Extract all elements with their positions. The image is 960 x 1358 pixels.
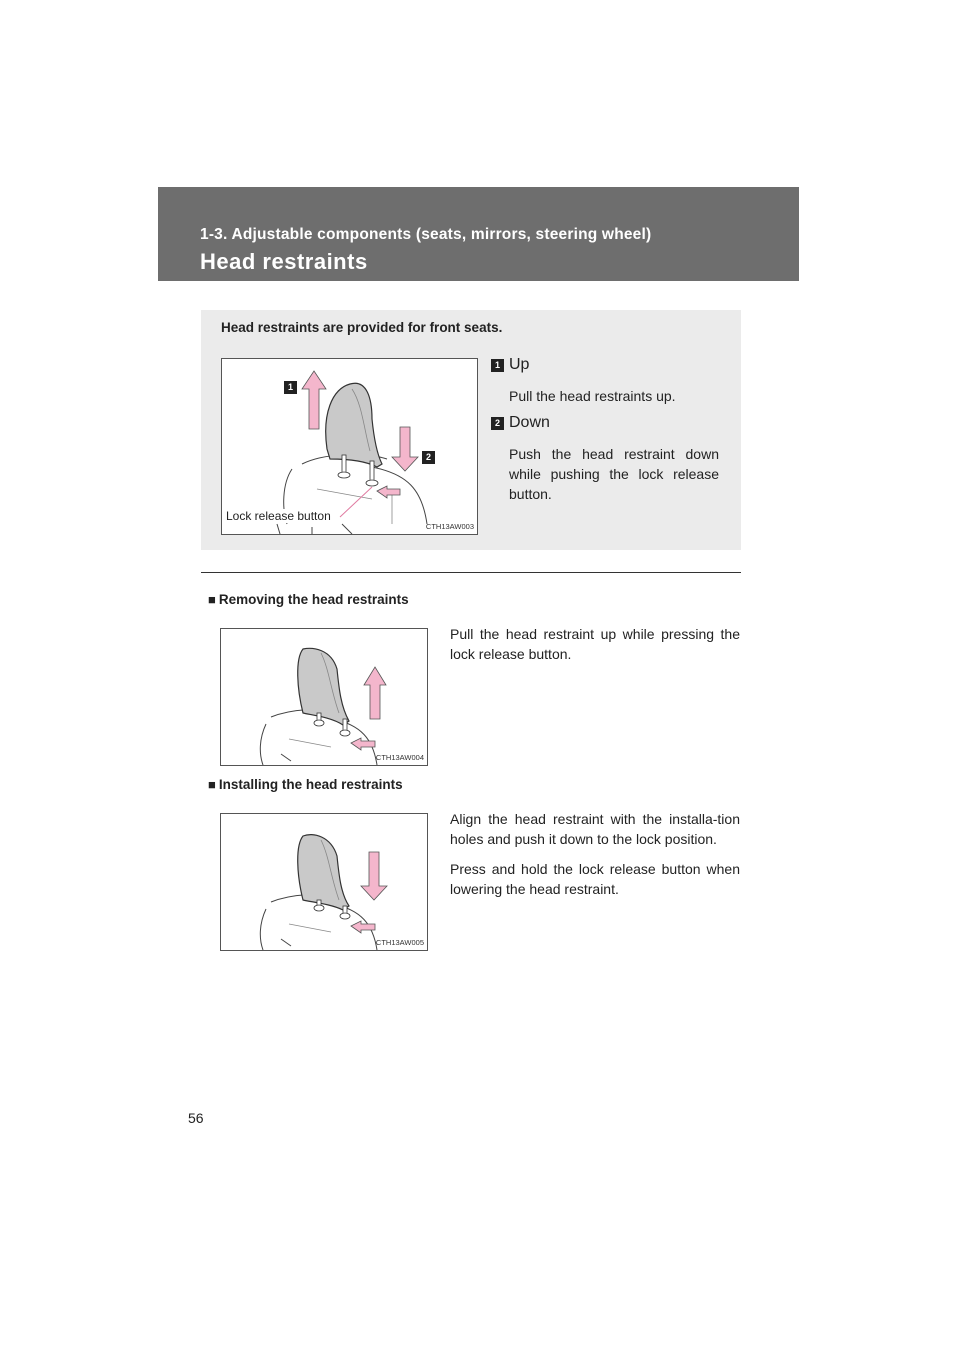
- removing-illustration: [221, 629, 427, 765]
- figure-code: CTH13AW005: [375, 938, 424, 947]
- section-divider: [201, 572, 741, 573]
- installing-text: Align the head restraint with the installa-tion holes and push it down to the lock position. Press and hold the lock release button when lowering the head restraint.: [450, 811, 740, 897]
- section-title: 1-3. Adjustable components (seats, mirrors, steering wheel): [200, 226, 652, 243]
- figure-code: CTH13AW003: [425, 522, 474, 531]
- installing-heading: ■ Installing the head restraints: [208, 777, 403, 792]
- figure-removing: [220, 628, 428, 766]
- lock-release-label: Lock release button: [226, 509, 331, 523]
- page-number: 56: [188, 1110, 204, 1126]
- step-title-up: Up: [509, 356, 530, 373]
- figure-marker-1: 1: [284, 381, 297, 394]
- figure-installing: [220, 813, 428, 951]
- figure-code: CTH13AW004: [375, 753, 424, 762]
- head-restraint-illustration: [222, 359, 477, 534]
- removing-text: Pull the head restraint up while pressing the lock release button.: [450, 626, 740, 662]
- figure-marker-2: 2: [422, 451, 435, 464]
- page-title: Head restraints: [200, 249, 368, 274]
- installing-illustration: [221, 814, 427, 950]
- step-desc-down: Push the head restraint down while pushing the lock release button.: [509, 446, 719, 502]
- square-bullet-icon: ■: [208, 592, 216, 607]
- step-badge-1: 1: [491, 359, 504, 372]
- removing-heading: ■ Removing the head restraints: [208, 592, 409, 607]
- step-desc-up: Pull the head restraints up.: [509, 388, 676, 404]
- intro-text: Head restraints are provided for front seats.: [221, 320, 503, 335]
- step-badge-2: 2: [491, 417, 504, 430]
- step-title-down: Down: [509, 414, 550, 431]
- figure-head-restraint-adjust: [221, 358, 478, 535]
- square-bullet-icon: ■: [208, 777, 216, 792]
